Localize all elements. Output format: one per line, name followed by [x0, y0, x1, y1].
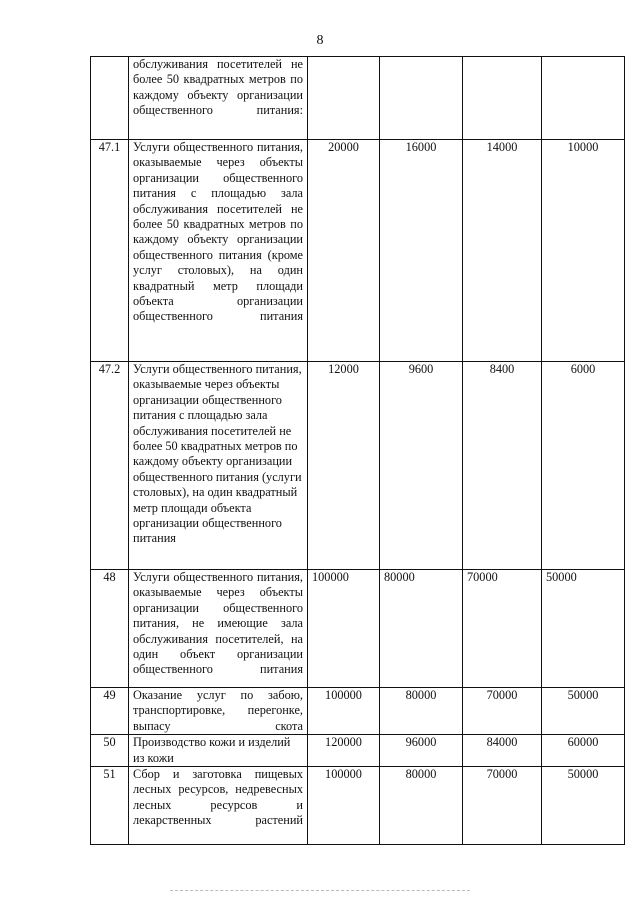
row-number: 47.2 — [91, 362, 129, 570]
row-description: Услуги общественного питания, оказываемые через объекты организации общественного питания, не имеющие зала обслуживания посетителей, на один объект организации общественного питания — [129, 570, 308, 688]
rate-value-4: 50000 — [542, 767, 625, 845]
row-description: Оказание услуг по забою, транспортировке, перегонке, выпасу скота — [129, 688, 308, 735]
row-description: Производство кожи и изделий из кожи — [129, 735, 308, 767]
row-number: 51 — [91, 767, 129, 845]
table-row — [91, 362, 625, 570]
rate-value-1 — [308, 57, 380, 140]
table-row — [91, 570, 625, 688]
rate-value-2: 80000 — [380, 767, 463, 845]
rate-value-2: 9600 — [380, 362, 463, 570]
rate-value-1: 100000 — [308, 767, 380, 845]
rate-value-3: 70000 — [463, 688, 542, 735]
scan-artifact-line — [170, 890, 470, 892]
rate-value-4 — [542, 57, 625, 140]
table-row — [91, 140, 625, 362]
rate-value-2: 96000 — [380, 735, 463, 767]
rate-value-3: 84000 — [463, 735, 542, 767]
rate-value-1: 12000 — [308, 362, 380, 570]
rate-value-2 — [380, 57, 463, 140]
row-number: 47.1 — [91, 140, 129, 362]
rate-value-1: 20000 — [308, 140, 380, 362]
rate-value-4: 6000 — [542, 362, 625, 570]
page-number: 8 — [316, 33, 324, 48]
table-row — [91, 688, 625, 735]
rate-value-3 — [463, 57, 542, 140]
rate-value-1: 100000 — [308, 688, 380, 735]
rate-value-3: 70000 — [463, 570, 542, 688]
rate-value-2: 80000 — [380, 688, 463, 735]
row-number: 48 — [91, 570, 129, 688]
rate-value-2: 80000 — [380, 570, 463, 688]
row-number: 50 — [91, 735, 129, 767]
rate-value-2: 16000 — [380, 140, 463, 362]
row-number: 49 — [91, 688, 129, 735]
row-description: Услуги общественного питания, оказываемые через объекты организации общественного питания с площадью зала обслуживания посетителей не более 50 квадратных метров по каждому объекту организации общественного питания (услуги столовых), на один квадратный метр площади объекта организации общественного питания — [129, 362, 308, 570]
rates-table — [90, 56, 625, 845]
row-description: Сбор и заготовка пищевых лесных ресурсов, недревесных лесных ресурсов и лекарственных растений — [129, 767, 308, 845]
rate-value-3: 14000 — [463, 140, 542, 362]
rate-value-1: 120000 — [308, 735, 380, 767]
row-description: обслуживания посетителей не более 50 квадратных метров по каждому объекту организации общественного питания: — [129, 57, 308, 140]
table-row — [91, 57, 625, 140]
rate-value-1: 100000 — [308, 570, 380, 688]
rate-value-4: 50000 — [542, 688, 625, 735]
rate-value-3: 8400 — [463, 362, 542, 570]
table-row — [91, 767, 625, 845]
row-description: Услуги общественного питания, оказываемые через объекты организации общественного питания с площадью зала обслуживания посетителей не более 50 квадратных метров по каждому объекту организации общественного питания (кроме услуг столовых), на один квадратный метр площади объекта организации общественного питания — [129, 140, 308, 362]
table-row — [91, 735, 625, 767]
rate-value-3: 70000 — [463, 767, 542, 845]
rate-value-4: 50000 — [542, 570, 625, 688]
rate-value-4: 10000 — [542, 140, 625, 362]
row-number — [91, 57, 129, 140]
rate-value-4: 60000 — [542, 735, 625, 767]
